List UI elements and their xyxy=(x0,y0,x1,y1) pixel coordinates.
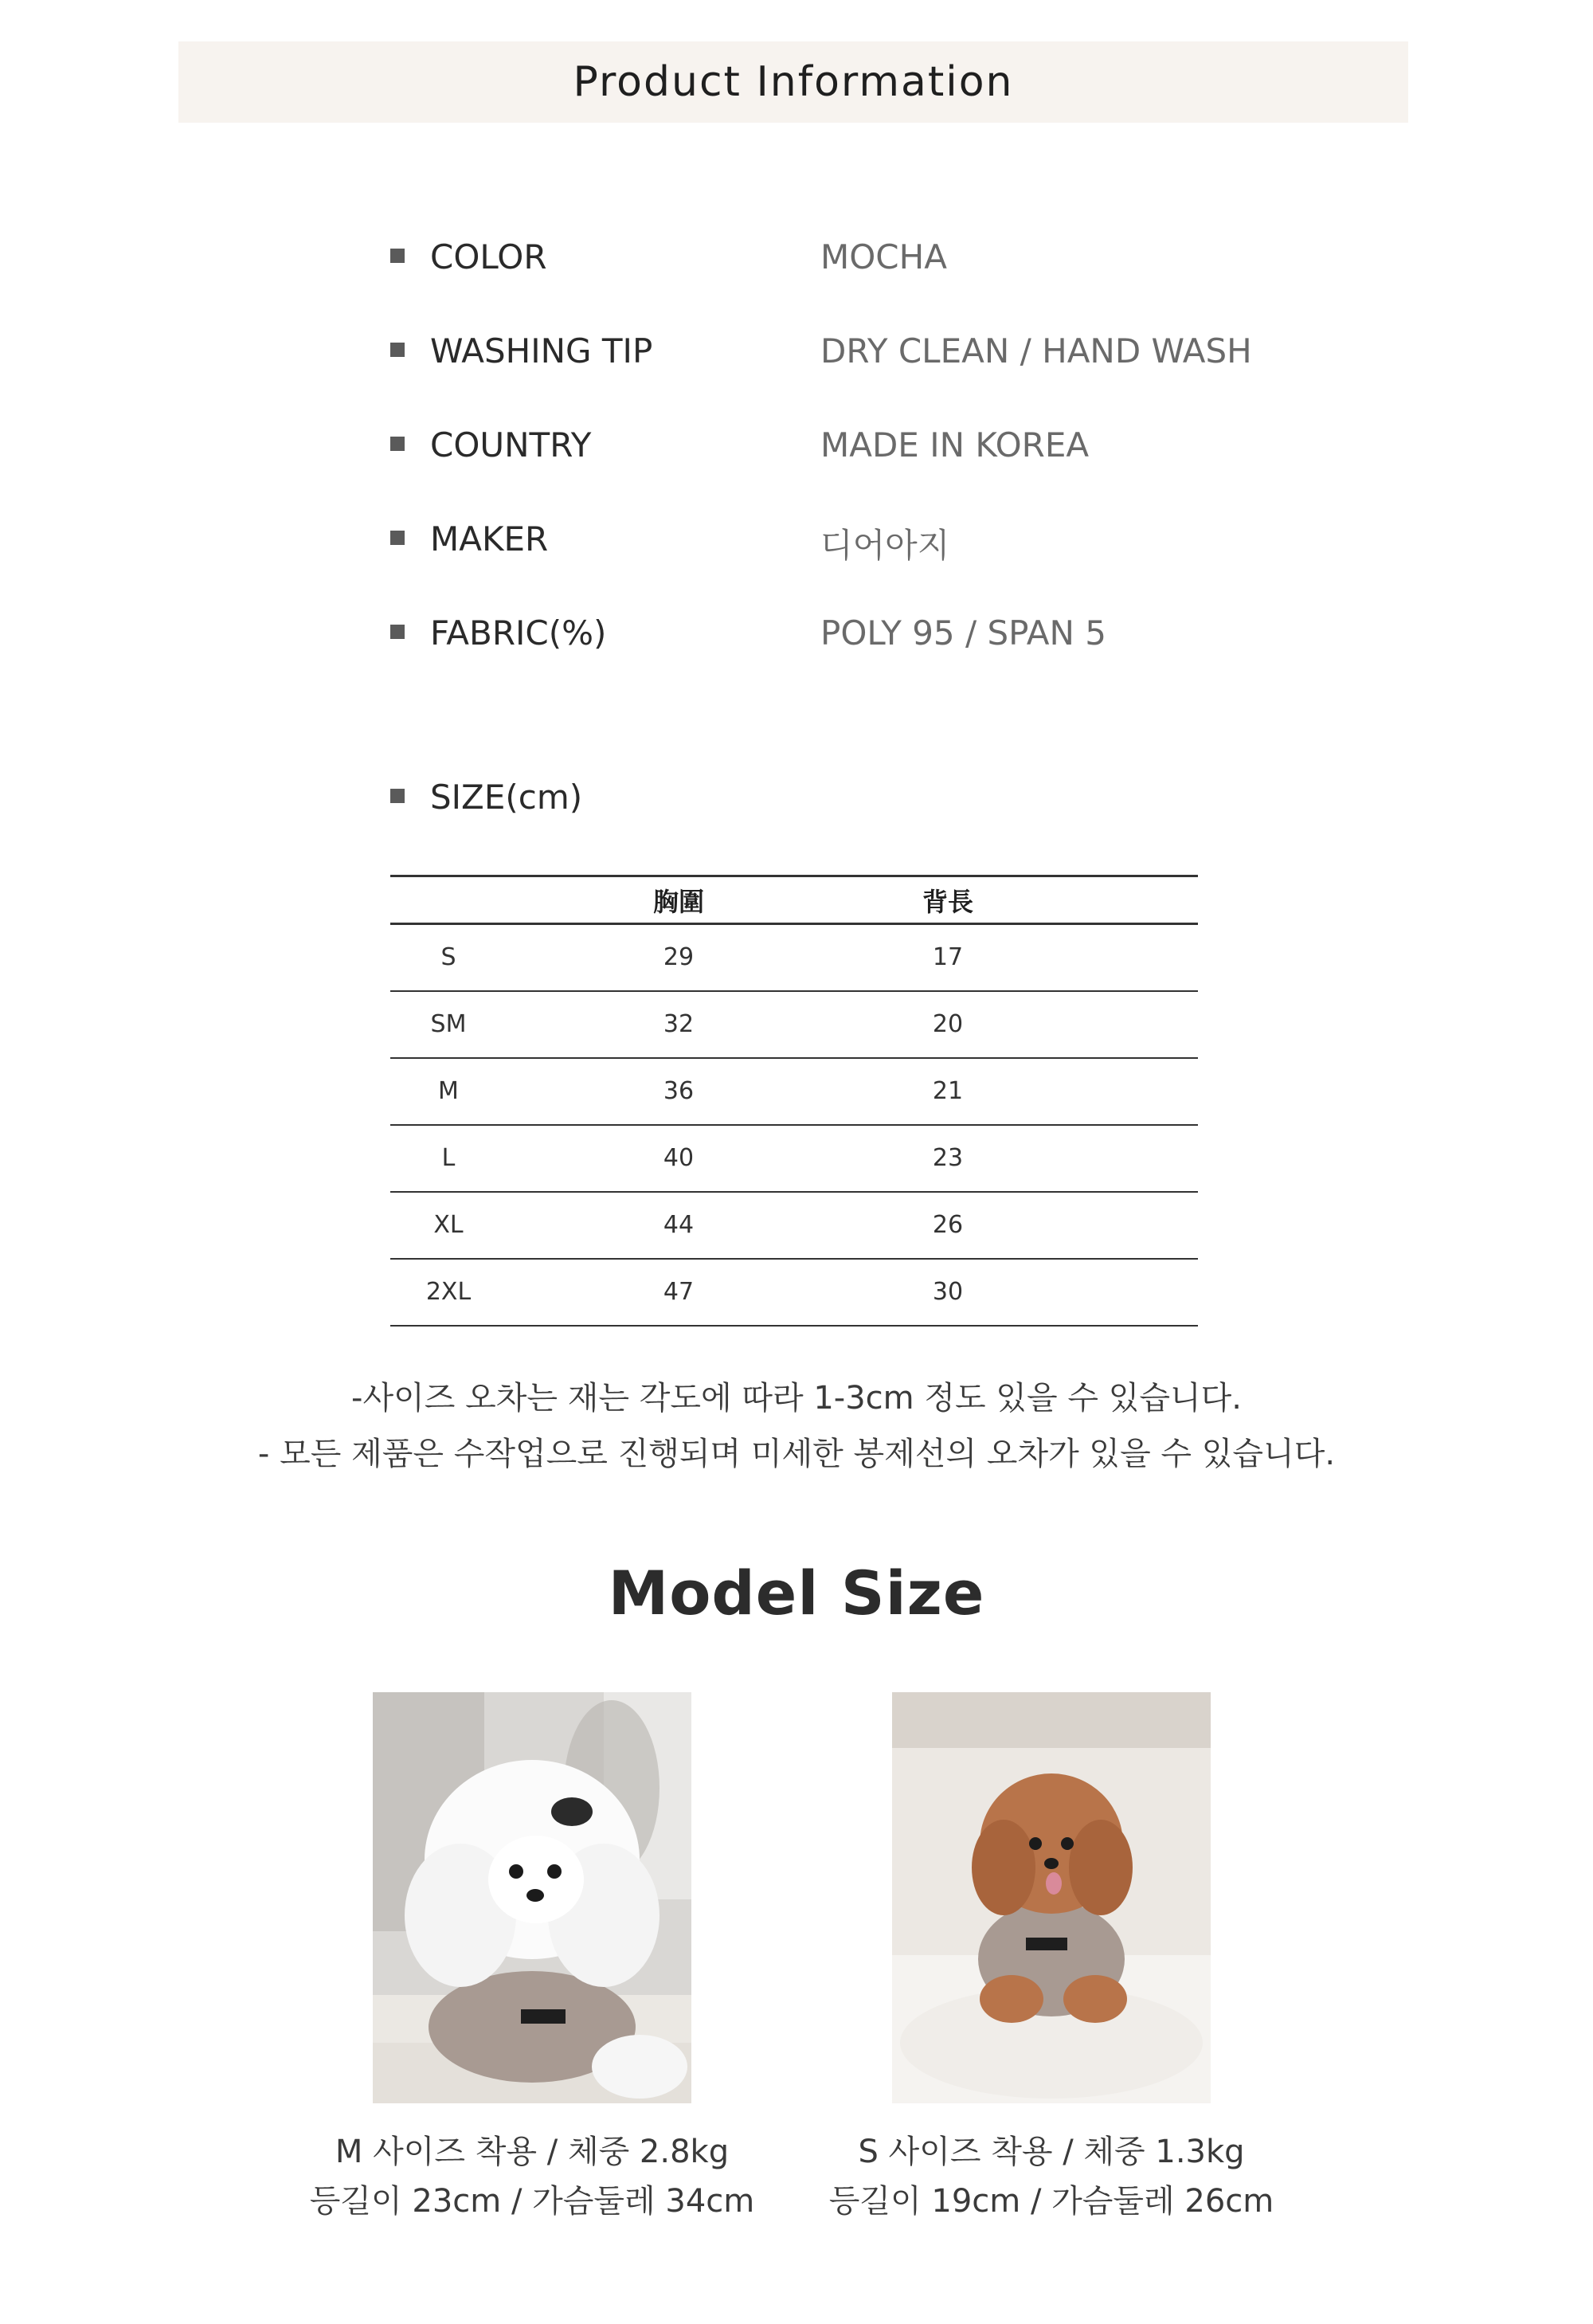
table-row xyxy=(390,924,1198,991)
size-cell: M xyxy=(438,1077,459,1105)
info-value: DRY CLEAN / HAND WASH xyxy=(820,331,1252,370)
size-cell: SM xyxy=(430,1010,467,1038)
size-cell: XL xyxy=(433,1211,464,1239)
brown-poodle-image xyxy=(892,1692,1211,2103)
white-poodle-photo xyxy=(373,1692,691,2103)
model-size-title: Model Size xyxy=(608,1558,985,1628)
empty-cell xyxy=(1045,1125,1198,1192)
white-poodle-image xyxy=(373,1692,691,2103)
size-notes xyxy=(0,1370,1593,1482)
chest-cell: 36 xyxy=(663,1077,695,1105)
info-value: MADE IN KOREA xyxy=(820,425,1090,464)
table-row xyxy=(390,1125,1198,1192)
square-bullet-icon xyxy=(390,343,405,357)
size-heading xyxy=(390,771,789,819)
caption-line: S 사이즈 착용 / 체중 1.3kg xyxy=(858,2134,1245,2170)
info-label: FABRIC(%) xyxy=(430,613,607,653)
chest-cell: 29 xyxy=(663,943,695,972)
brown-poodle-photo xyxy=(892,1692,1211,2103)
square-bullet-icon xyxy=(390,789,405,803)
model-caption-1 xyxy=(253,2127,811,2226)
chest-cell: 44 xyxy=(663,1211,695,1239)
chest-cell: 47 xyxy=(663,1278,695,1306)
info-row-maker xyxy=(390,513,1346,565)
empty-cell xyxy=(1045,1259,1198,1326)
size-cell: L xyxy=(441,1144,456,1172)
info-value: MOCHA xyxy=(820,237,947,276)
size-table xyxy=(390,875,1198,1327)
header-cell-back-length: 背長 xyxy=(922,886,973,917)
info-row-fabric xyxy=(390,607,1346,655)
table-row xyxy=(390,1259,1198,1326)
empty-cell xyxy=(1045,924,1198,991)
chest-cell: 32 xyxy=(663,1010,695,1038)
info-value: 디어아지 xyxy=(820,526,950,565)
back-length-cell: 21 xyxy=(932,1077,964,1105)
back-length-cell: 17 xyxy=(932,943,964,972)
caption-line: 등길이 23cm / 가슴둘레 34cm xyxy=(309,2183,755,2220)
empty-cell xyxy=(1045,991,1198,1058)
square-bullet-icon xyxy=(390,625,405,639)
chest-cell: 40 xyxy=(663,1144,695,1172)
back-length-cell: 23 xyxy=(932,1144,964,1172)
square-bullet-icon xyxy=(390,437,405,451)
back-length-cell: 26 xyxy=(932,1211,964,1239)
info-label: MAKER xyxy=(430,519,549,558)
header-cell-size xyxy=(390,876,507,924)
info-label: COUNTRY xyxy=(430,425,592,464)
caption-line: M 사이즈 착용 / 체중 2.8kg xyxy=(335,2134,730,2170)
header-cell-chest: 胸圍 xyxy=(652,886,704,917)
size-label: SIZE(cm) xyxy=(430,778,583,817)
square-bullet-icon xyxy=(390,531,405,545)
info-value: POLY 95 / SPAN 5 xyxy=(820,613,1107,653)
empty-cell xyxy=(1045,1058,1198,1125)
info-row-country xyxy=(390,419,1346,467)
table-row xyxy=(390,991,1198,1058)
size-cell: 2XL xyxy=(425,1278,472,1306)
back-length-cell: 20 xyxy=(932,1010,964,1038)
note-line: - 모든 제품은 수작업으로 진행되며 미세한 봉제선의 오차가 있을 수 있습니다. xyxy=(257,1436,1336,1472)
table-row xyxy=(390,1058,1198,1125)
info-row-color xyxy=(390,231,1346,279)
size-cell: S xyxy=(440,943,456,972)
note-line: -사이즈 오차는 재는 각도에 따라 1-3cm 정도 있을 수 있습니다. xyxy=(351,1380,1242,1417)
info-label: WASHING TIP xyxy=(430,331,653,370)
table-row xyxy=(390,1192,1198,1259)
info-label: COLOR xyxy=(430,237,547,276)
model-caption-2 xyxy=(773,2127,1330,2226)
size-table-header xyxy=(390,876,1198,924)
info-row-washing-tip xyxy=(390,325,1346,373)
page-title: Product Information xyxy=(573,58,1014,106)
empty-cell xyxy=(1045,1192,1198,1259)
back-length-cell: 30 xyxy=(932,1278,964,1306)
product-info-header xyxy=(178,41,1408,123)
square-bullet-icon xyxy=(390,249,405,263)
caption-line: 등길이 19cm / 가슴둘레 26cm xyxy=(828,2183,1274,2220)
header-cell-empty xyxy=(1045,876,1198,924)
